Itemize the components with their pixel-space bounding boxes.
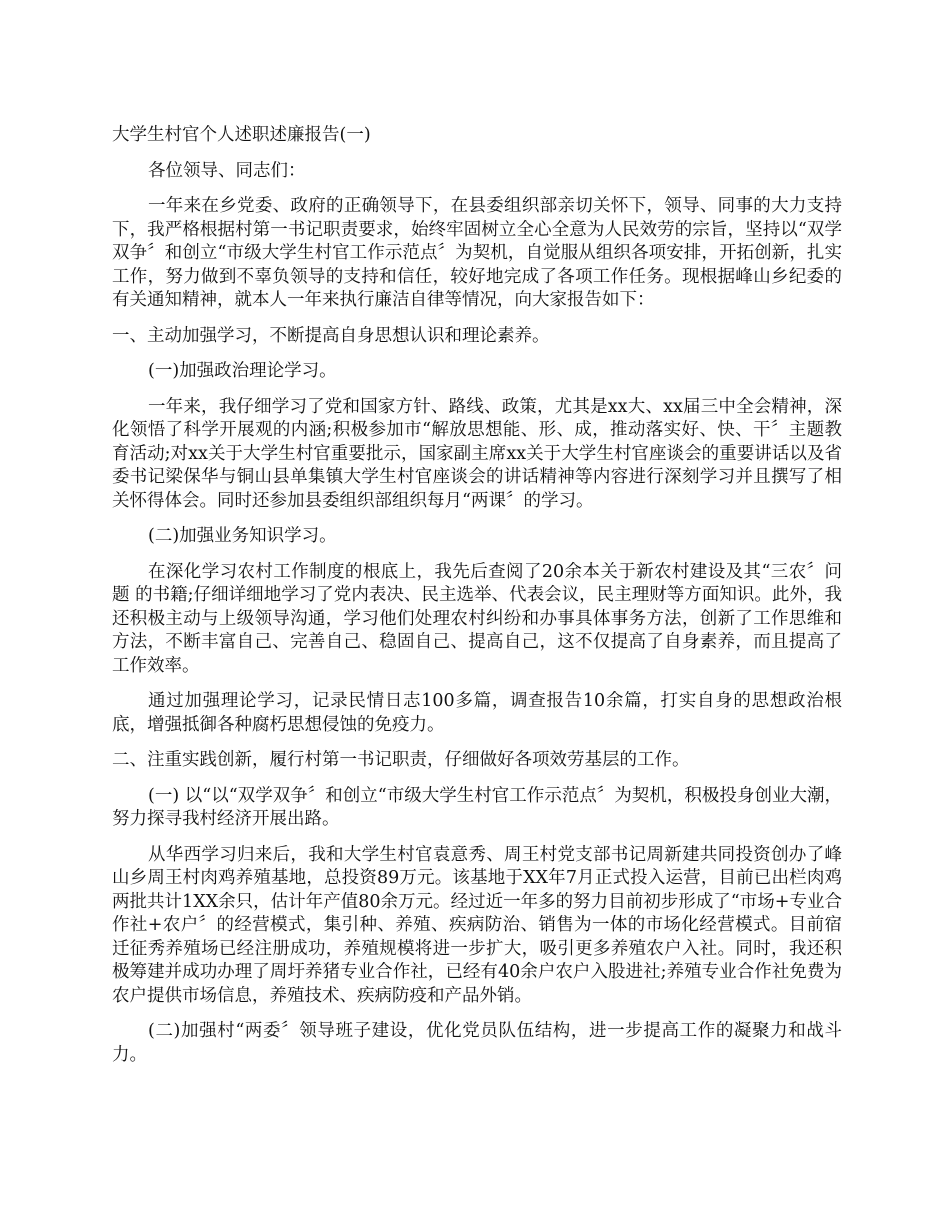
section-1-heading: 一、主动加强学习，不断提高自身思想认识和理论素养。 [112,325,550,346]
subsection-3-heading: (一) 以“以“双学双争〞和创立“市级大学生村官工作示范点〞为契机，积极投身创业大潮，努力探寻我村经济开展出路。 [112,785,842,829]
greeting: 各位领导、同志们： [148,160,306,181]
intro-paragraph: 一年来在乡党委、政府的正确领导下，在县委组织部亲切关怀下，领导、同事的大力支持下，我严格根据村第一书记职责要求，始终牢固树立全心全意为人民效劳的宗旨，坚持以“双学双争〞和创立“市级大学生村官工作示范点〞为契机，自觉服从组织各项安排，开拓创新，扎实工作，努力做到不辜负领导的支持和信任，较好地完成了各项工作任务。现根据峰山乡纪委的有关通知精神，就本人一年来执行廉洁自律等情况，向大家报告如下： [112,196,842,310]
subsection-2-heading: (二)加强业务知识学习。 [148,526,337,546]
document-title: 大学生村官个人述职述廉报告(一) [112,125,371,145]
subsection-3-body: 从华西学习归来后，我和大学生村官袁意秀、周王村党支部书记周新建共同投资创办了峰山乡周王村肉鸡养殖基地，总投资89万元。该基地于XX年7月正式投入运营，目前已出栏肉鸡两批共计1XX余只，估计年产值80余万元。经过近一年多的努力目前初步形成了“市场+专业合作社+农户〞的经营模式，集引种、养殖、疾病防治、销售为一体的市场化经营模式。目前宿迁征秀养殖场已经注册成功，养殖规模将进一步扩大，吸引更多养殖农户入社。同时，我还积极筹建并成功办理了周圩养猪专业合作社，已经有40余户农户入股进社;养殖专业合作社免费为农户提供市场信息，养殖技术、疾病防疫和产品外销。 [112,844,842,1006]
subsection-2-body: 在深化学习农村工作制度的根底上，我先后查阅了20余本关于新农村建设及其“三农〞问题 的书籍;仔细详细地学习了党内表决、民主选举、代表会议，民主理财等方面知识。此外，我还积极主动与上级领导沟通，学习他们处理农村纠纷和办事具体事务方法，创新了工作思维和方法，不断丰富自己、完善自己、稳固自己、提高自己，这不仅提高了自身素养，而且提高了工作效率。 [112,561,842,676]
document-page [112,124,842,1079]
section-2-heading: 二、注重实践创新，履行村第一书记职责，仔细做好各项效劳基层的工作。 [112,750,690,770]
subsection-1-body: 一年来，我仔细学习了党和国家方针、路线、政策，尤其是xx大、xx届三中全会精神，深化领悟了科学开展观的内涵;积极参加市“解放思想能、形、成，推动落实好、快、干〞主题教育活动;对xx关于大学生村官重要批示，国家副主席xx关于大学生村官座谈会的重要讲话以及省委书记梁保华与铜山县单集镇大学生村官座谈会的讲话精神等内容进行深刻学习并且撰写了相关怀得体会。同时还参加县委组织部组织每月“两课〞的学习。 [112,396,842,511]
subsection-4-heading: (二)加强村“两委〞领导班子建设，优化党员队伍结构，进一步提高工作的凝聚力和战斗力。 [112,1021,842,1065]
subsection-2-summary: 通过加强理论学习，记录民情日志100多篇，调查报告10余篇，打实自身的思想政治根底，增强抵御各种腐朽思想侵蚀的免疫力。 [112,691,842,735]
subsection-1-heading: (一)加强政治理论学习。 [148,361,337,381]
